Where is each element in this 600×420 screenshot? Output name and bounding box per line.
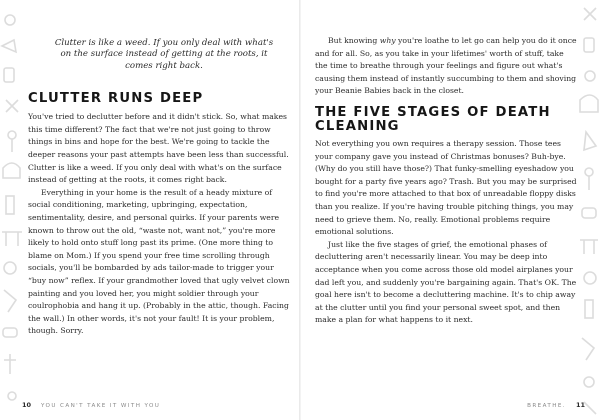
heading-five-stages: THE FIVE STAGES OF DEATH CLEANING — [315, 104, 551, 134]
right-footer — [527, 401, 585, 411]
emphasis-why: why — [379, 36, 396, 45]
running-head: BREATHE. — [527, 403, 566, 409]
right-body-text — [309, 138, 577, 327]
right-page — [309, 0, 577, 420]
heading-clutter-runs-deep: CLUTTER RUNS DEEP — [28, 91, 204, 107]
paragraph: Not everything you own requires a therapy session. Those tees your company gave you instead of Christmas bonuses? Buh-bye. (Why do you still have those?) That funky-smelling eyeshadow you bought for a party five years ago? Trash. But you may be surprised to find you're more attached to that box of unreadable floppy disks than you realize. If you're having trouble pitching things, you may need to grieve them. No, really. Emotional problems require emotional solutions. — [315, 138, 577, 237]
right-intro-text — [309, 35, 577, 98]
left-page — [22, 0, 292, 420]
pull-quote: Clutter is like a weed. If you only deal with what's on the surface instead of getting at the roots, it comes right back. — [54, 38, 274, 71]
running-head: YOU CAN'T TAKE IT WITH YOU — [41, 403, 161, 409]
paragraph: You've tried to declutter before and it didn't stick. So, what makes this time different? The fact that we're not just going to throw things in bins and hope for the best. We're going to tackle the deeper reasons your past attempts have been less than successful. Clutter is like a weed. If you only deal with what's on the surface instead of getting at the roots, it comes right back. — [28, 112, 289, 185]
left-body-text — [22, 111, 292, 338]
paragraph: Just like the five stages of grief, the emotional phases of decluttering aren't necessarily linear. You may be deep into acceptance when you come across those old model airplanes your dad left you, and suddenly you're bargaining again. That's OK. The goal here isn't to become a decluttering machine. It's to chip away at the clutter until you find your personal sweet spot, and then make a plan for what happens to it next. — [315, 239, 577, 325]
paragraph: But knowing why you're loathe to let go can help you do it once and for all. So, as you take in your lifetimes' worth of stuff, take the time to breathe through your feelings and figure out what's causing them instead of instantly succumbing to them and shoving your Beanie Babies back in the closet. — [315, 36, 577, 96]
page-gutter — [299, 0, 301, 420]
page-number: 10 — [22, 401, 32, 409]
left-footer — [22, 401, 160, 411]
page-number: 11 — [575, 401, 585, 409]
paragraph: Everything in your home is the result of a heady mixture of social conditioning, marketing, upbringing, expectation, sentimentality, desire, and personal quirks. If your parents were known to throw out the old, “waste not, want not,” you're more likely to hold onto stuff long past its prime. (One more thing to blame on Mom.) If you spend your free time scrolling through socials, you'll be bombarded by ads tailor-made to trigger your “buy now” reflex. If your grandmother loved that ugly velvet clown painting and you loved her, you might soldier through your coulrophobia and hang it up. (Probably in the attic, though. Facing the wall.) In other words, it's not your fault! It is your problem, though. Sorry. — [28, 187, 290, 336]
